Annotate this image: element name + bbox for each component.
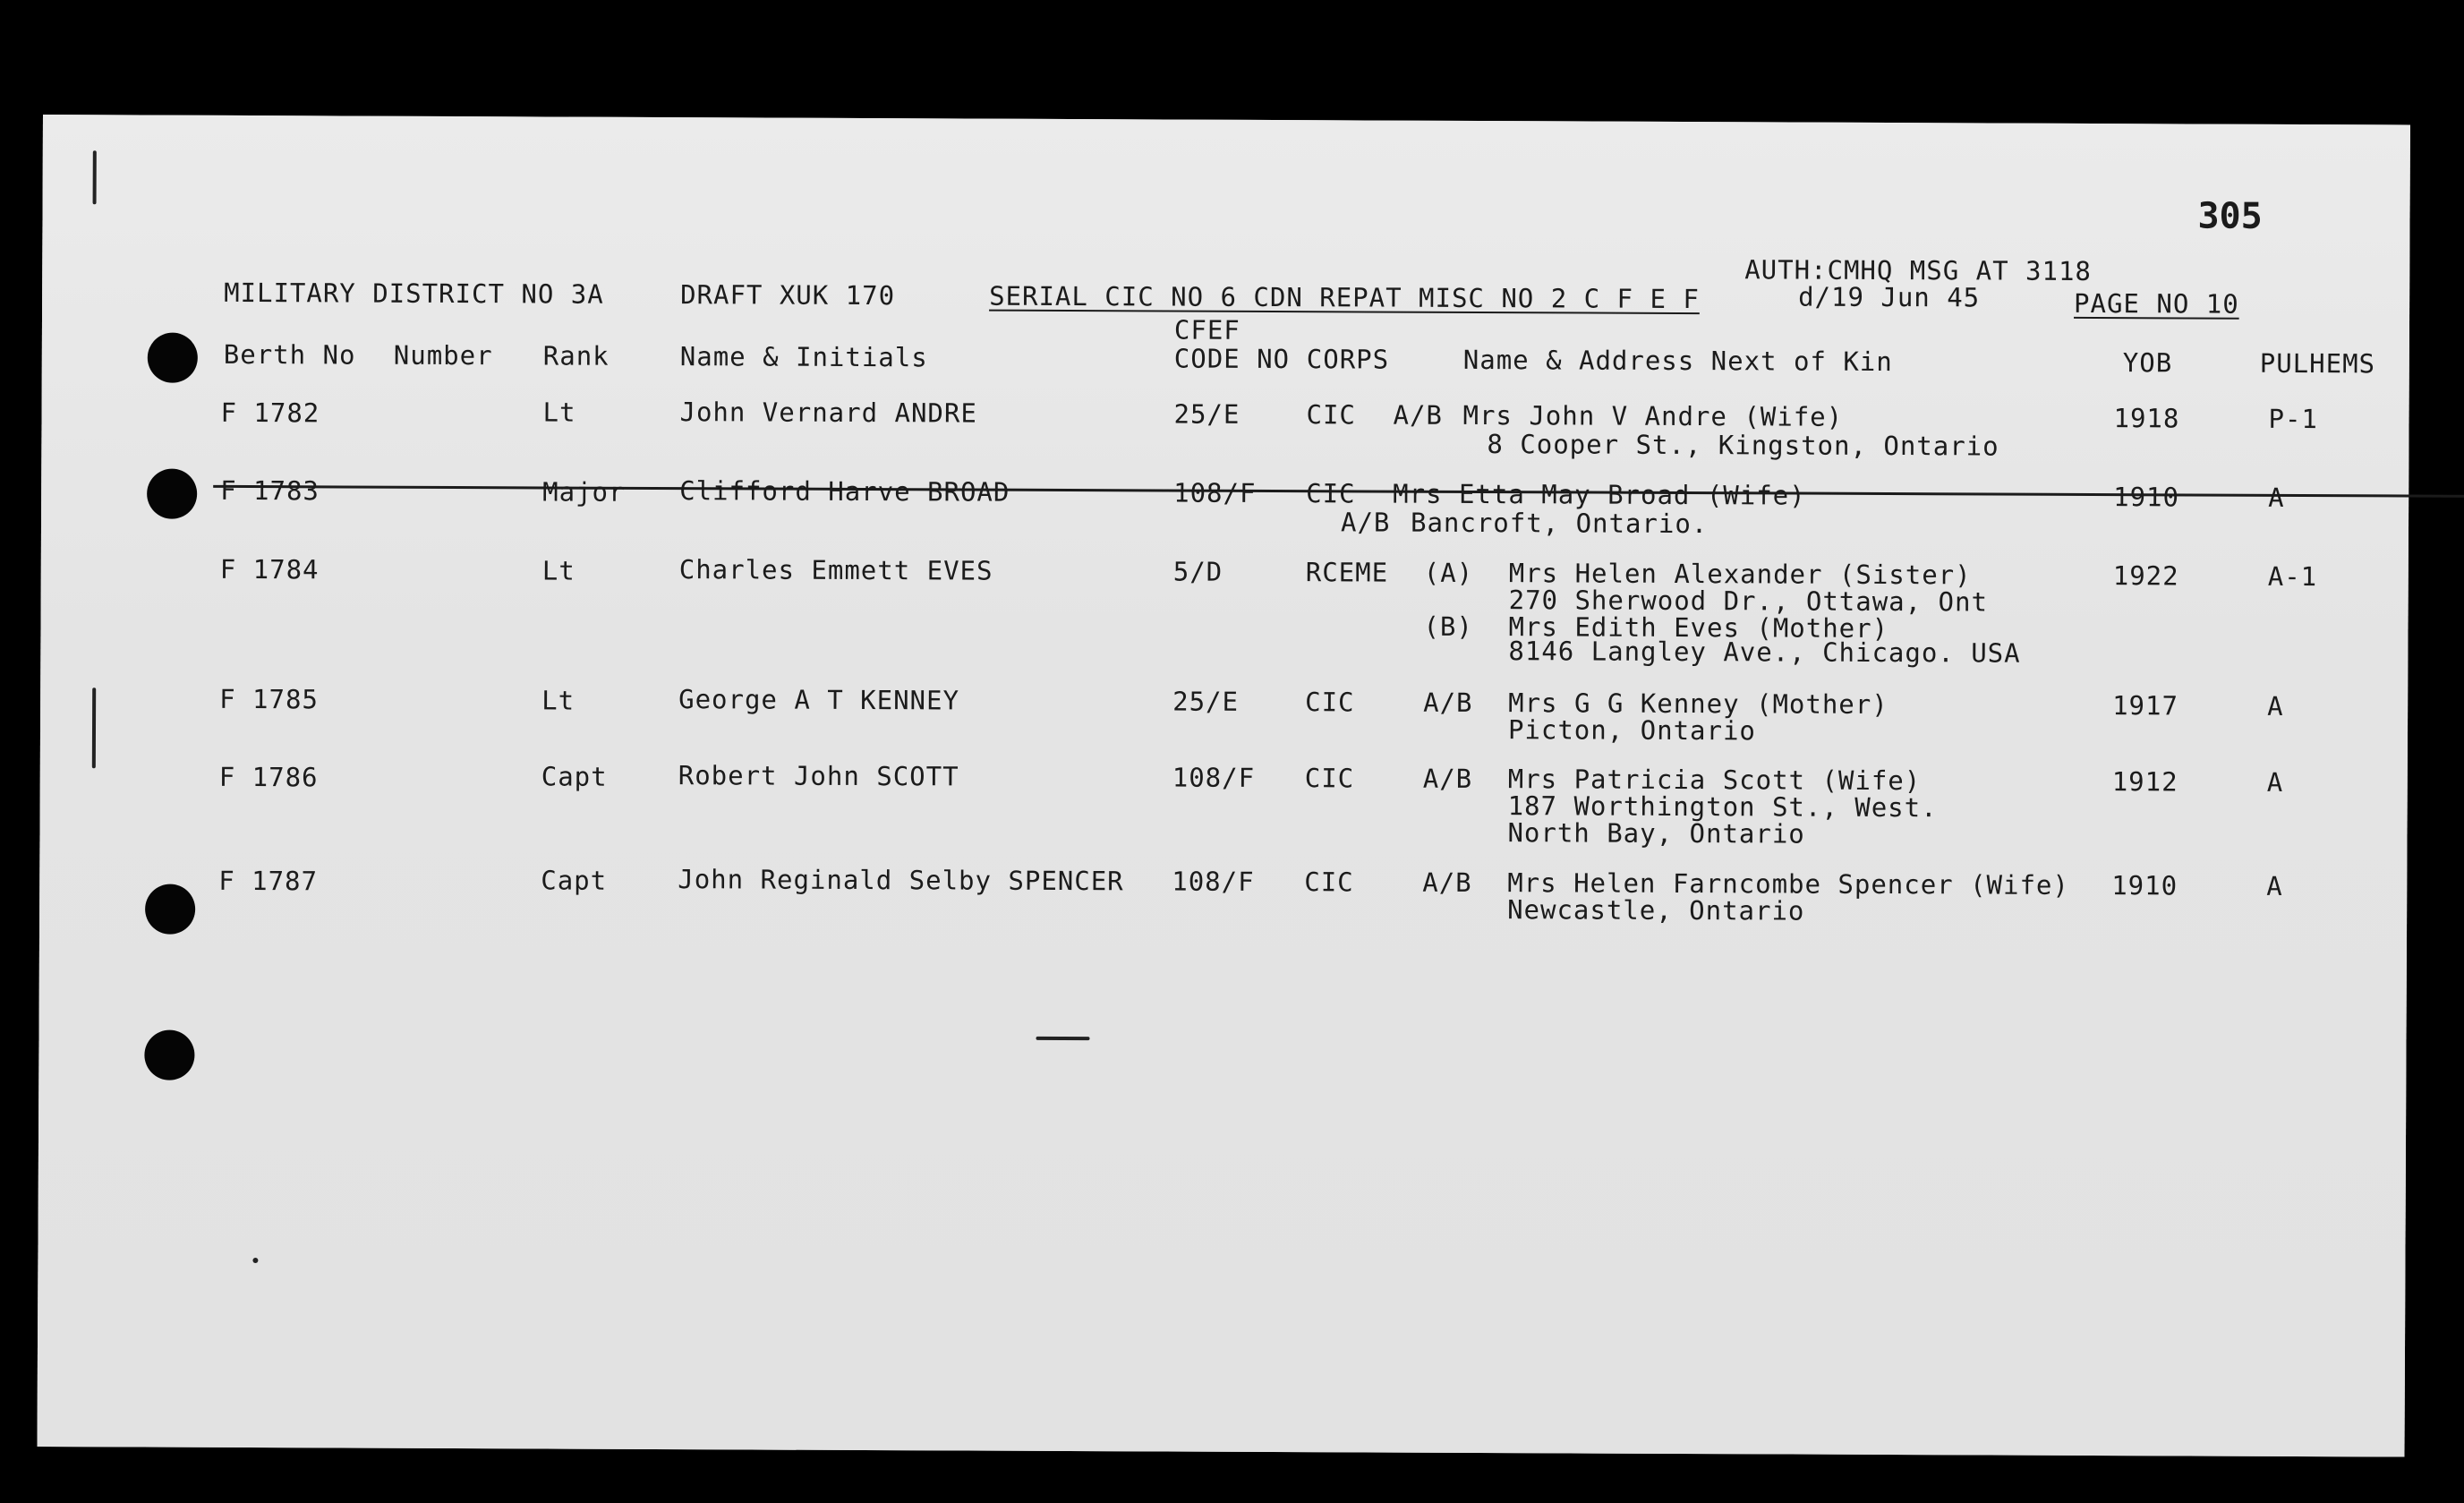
record-card [38,115,2410,1457]
year-of-birth: 1917 [2112,690,2179,722]
officer-name: Clifford Harve BROAD [679,475,1010,508]
col-berth: Berth No [223,338,356,371]
col-rank: Rank [542,340,610,371]
speck [1036,1037,1089,1040]
kin-address: 187 Worthington St., West. [1507,790,1938,824]
punch-hole [148,333,198,383]
next-of-kin: Mrs G G Kenney (Mother) [1508,687,1888,721]
next-of-kin: Mrs Helen Farncombe Spencer (Wife) [1507,867,2069,901]
pulhems: A [2266,870,2283,901]
page-number: 305 [2197,195,2263,237]
rank: Capt [541,865,608,896]
berth-number: F 1787 [218,865,319,897]
kin-address: 8 Cooper St., Kingston, Ontario [1487,429,1999,462]
col-name: Name & Initials [679,341,928,373]
officer-name: Charles Emmett EVES [678,554,993,586]
year-of-birth: 1918 [2113,403,2180,434]
punch-hole [147,469,197,519]
kin-address: Newcastle, Ontario [1507,894,1805,927]
district-label: MILITARY DISTRICT NO 3A [224,277,604,310]
rank: Lt [541,555,576,586]
rank: Lt [542,397,576,428]
officer-name: George A T KENNEY [678,684,960,716]
officer-name: John Vernard ANDRE [679,397,977,429]
col-number: Number [393,339,493,371]
col-kin: Name & Address Next of Kin [1462,344,1893,378]
pulhems: A [2266,766,2284,798]
pulhems: A-1 [2267,560,2318,593]
ab-mark: A/B [1423,687,1473,718]
kin-city: North Bay, Ontario [1507,817,1805,850]
pulhems: P-1 [2268,403,2319,435]
page-label: PAGE NO 10 [2074,287,2239,320]
next-of-kin-alt: Mrs Edith Eves (Mother) [1508,611,1889,645]
kin-address-alt: 8146 Langley Ave., Chicago. USA [1508,636,2021,669]
berth-number: F 1785 [219,683,319,715]
speck [252,1258,258,1263]
next-of-kin: Mrs Etta May Broad (Wife) [1393,478,1806,511]
corps: CIC [1305,687,1355,718]
year-of-birth: 1910 [2113,482,2180,513]
next-of-kin: Mrs John V Andre (Wife) [1462,399,1844,432]
next-of-kin: Mrs Patricia Scott (Wife) [1507,764,1922,797]
rank: Capt [541,761,608,792]
kin-address: Bancroft, Ontario. [1410,507,1709,540]
ab-mark: A/B [1340,507,1391,538]
a-mark: (A) [1423,557,1474,588]
col-code: CODE NO [1173,343,1291,375]
code-number: 108/F [1173,477,1257,508]
col-corps: CORPS [1306,344,1390,375]
code-number: 25/E [1173,398,1241,430]
ab-mark: A/B [1393,399,1444,431]
year-of-birth: 1910 [2111,870,2178,901]
corps: RCEME [1305,557,1389,588]
berth-number: F 1786 [218,761,319,793]
col-pulhems: PULHEMS [2259,347,2376,380]
code-number: 108/F [1172,762,1256,793]
kin-address: Picton, Ontario [1507,714,1756,747]
corps: CIC [1306,399,1357,431]
speck [93,150,97,204]
corps: CIC [1304,867,1354,898]
pulhems: A [2268,482,2285,513]
code-number: 25/E [1172,686,1240,717]
corps: CIC [1304,763,1355,794]
col-yob: YOB [2122,347,2173,379]
speck [92,687,96,768]
code-number: 5/D [1172,556,1223,587]
code-number: 108/F [1172,866,1255,897]
rank: Major [542,476,626,508]
auth-date: d/19 Jun 45 [1798,281,1981,313]
corps: CIC [1306,478,1356,509]
kin-address: 270 Sherwood Dr., Ottawa, Ont [1508,585,1989,618]
pulhems: A [2267,690,2284,722]
b-mark: (B) [1423,611,1473,642]
punch-hole [144,1030,194,1080]
berth-number: F 1783 [220,474,320,507]
rank: Lt [541,685,576,716]
col-code-top: CFEF [1173,314,1241,346]
ab-mark: A/B [1422,867,1472,898]
next-of-kin: Mrs Helen Alexander (Sister) [1508,558,1972,591]
officer-name: Robert John SCOTT [678,760,959,792]
berth-number: F 1782 [220,397,320,429]
ab-mark: A/B [1422,763,1473,794]
year-of-birth: 1912 [2111,766,2178,798]
berth-number: F 1784 [219,553,320,585]
punch-hole [145,884,195,935]
auth-label: AUTH:CMHQ MSG AT 3118 [1744,254,2092,286]
year-of-birth: 1922 [2112,560,2179,592]
draft-label: DRAFT XUK 170 [680,279,896,312]
serial-label: SERIAL CIC NO 6 CDN REPAT MISC NO 2 C F E F [989,280,1700,315]
officer-name: John Reginald Selby SPENCER [678,864,1124,897]
